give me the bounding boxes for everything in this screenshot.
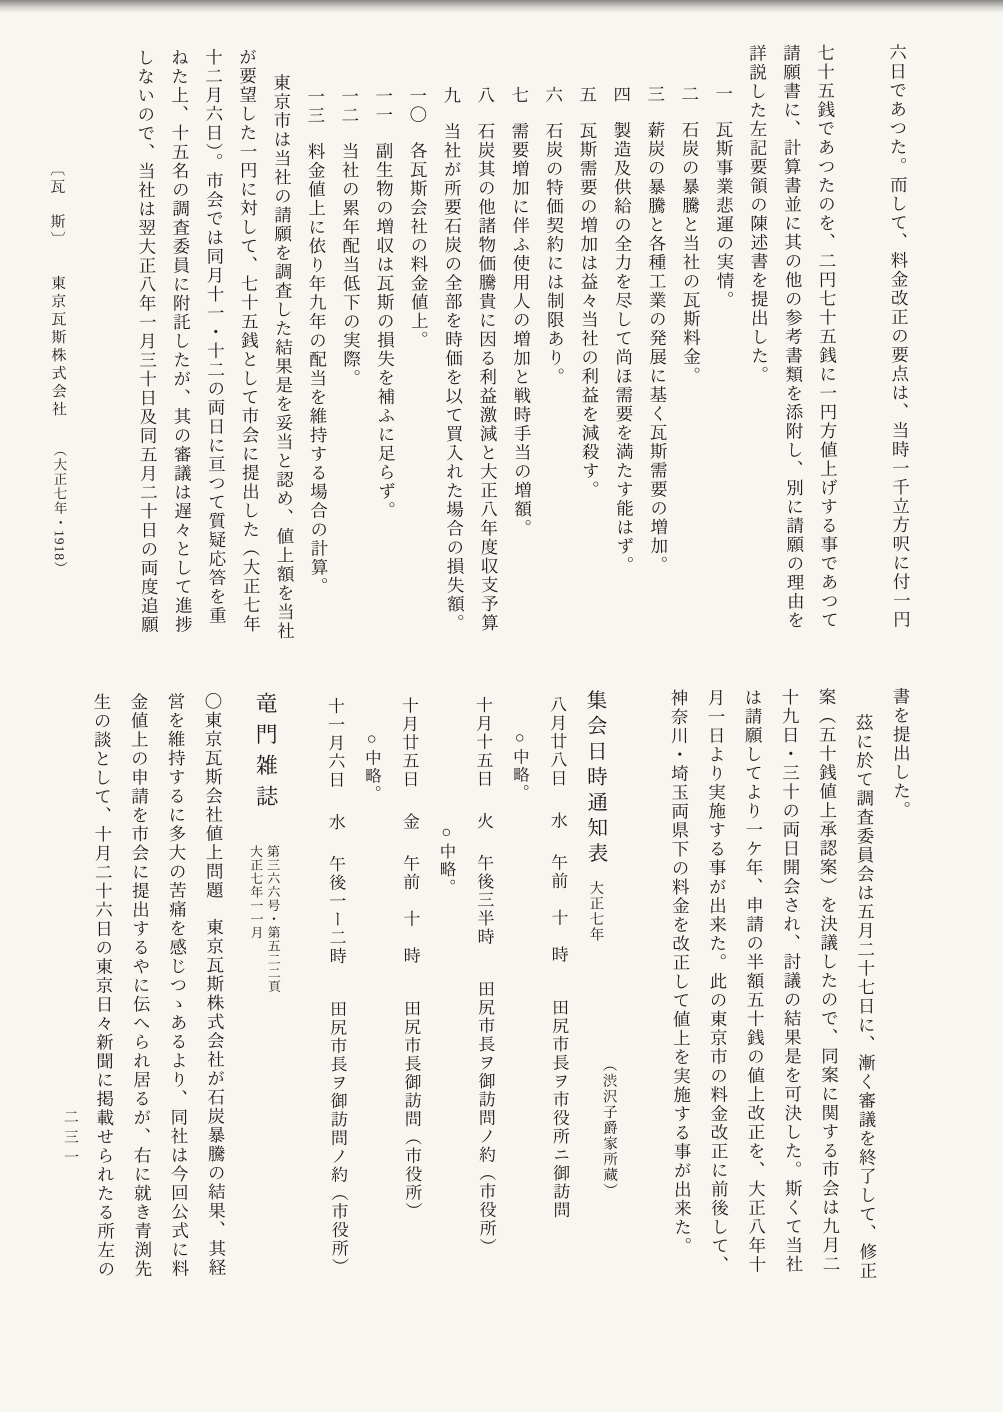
ellipsis-note: ○中略。 bbox=[436, 822, 457, 897]
entry-day: 火 bbox=[473, 812, 493, 831]
list-item-number: 一 bbox=[713, 84, 734, 104]
ellipsis-note: ○中略。 bbox=[362, 728, 382, 804]
list-item-text: 薪炭の暴騰と各種工業の発展に基く瓦斯需要の増加。 bbox=[645, 120, 670, 575]
magazine-title: 竜門雑誌 bbox=[252, 691, 279, 816]
margin-label-category: 〔瓦 斯〕 bbox=[48, 161, 65, 249]
list-item bbox=[570, 45, 608, 653]
entry-day: 水 bbox=[325, 813, 345, 832]
notice-table-source: （渋沢子爵家所蔵） bbox=[600, 1057, 618, 1199]
entry-time: 午前 十 時 bbox=[400, 854, 420, 966]
page-number: 二三一 bbox=[61, 1108, 79, 1170]
article-headline: 〇東京瓦斯会社値上問題 bbox=[202, 691, 225, 900]
list-item bbox=[298, 47, 336, 655]
list-item-text: 料金値上に依り年九年の配当を維持する場合の計算。 bbox=[306, 142, 330, 596]
entry-date: 八月廿八日 bbox=[546, 695, 567, 788]
list-item bbox=[672, 45, 710, 653]
text-line: は請願してより一ケ年、申請の半額五十銭の値上改正を、大正八年十 bbox=[742, 688, 767, 1275]
text-line: 茲に於て調査委員会は五月二十七日に、漸く審議を終了して、修正 bbox=[854, 713, 879, 1281]
text-line: 神奈川・埼玉両県下の料金を改正して値上を実施する事が出来た。 bbox=[668, 688, 693, 1256]
entry-time: 午前 十 時 bbox=[548, 853, 568, 965]
article-first-line bbox=[194, 692, 235, 1312]
list-item-number: 四 bbox=[611, 85, 632, 105]
schedule-entry bbox=[464, 690, 505, 1310]
text-line: 案（五十銭値上承認案）を決議したので、同案に関する市会は九月二 bbox=[816, 687, 841, 1274]
list-item-text: 当社の累年配当低下の実際。 bbox=[340, 141, 362, 388]
text-line: 十二月六日）。市会では同月十一・十二の両日に亘つて質疑応答を重 bbox=[203, 47, 228, 626]
top-section bbox=[128, 43, 918, 656]
text-line: 書を提出した。 bbox=[890, 687, 912, 820]
list-item-number: 六 bbox=[543, 85, 564, 105]
list-item-text: 石炭の暴騰と当社の瓦斯料金。 bbox=[679, 120, 702, 386]
list-item-number: 三 bbox=[645, 84, 666, 104]
text-line: しないので、当社は翌大正八年一月三十日及同五月二十日の両度追願 bbox=[135, 48, 160, 635]
entry-note: 田尻市長御訪問（市役所） bbox=[401, 999, 422, 1221]
text-line: 東京市は当社の請願を調査した結果是を妥当と認め、値上額を当社 bbox=[271, 73, 296, 641]
notice-table-heading bbox=[575, 689, 616, 1309]
text-line: 営を維持するに多大の苦痛を感じつゝあるより、同社は今回公式に料 bbox=[165, 692, 190, 1279]
entry-day: 金 bbox=[399, 812, 419, 832]
text-line: 六日であつた。而して、料金改正の要点は、当時一千立方呎に付一円 bbox=[887, 43, 912, 630]
text-line: 十九日・三十の両日開会され、討議の結果是を可決した。斯くて当社 bbox=[779, 687, 804, 1274]
list-item-number: 九 bbox=[441, 86, 462, 106]
list-item bbox=[706, 44, 744, 652]
text-line: 月一日より実施する事が出来た。此の東京市の料金改正に前後して、 bbox=[705, 688, 730, 1275]
list-item-number: 二 bbox=[679, 84, 700, 104]
text-line: ねた上、十五名の調査委員に附託したが、其の審議は遅々として進捗 bbox=[169, 48, 194, 635]
magazine-issue-note bbox=[247, 845, 282, 1015]
notice-table-title: 集会日時通知表 bbox=[582, 689, 607, 868]
ellipsis-note: ○中略。 bbox=[510, 727, 530, 803]
list-item bbox=[604, 45, 642, 653]
list-item-number: 一二 bbox=[339, 86, 360, 125]
schedule-entry bbox=[538, 689, 579, 1309]
text-line: 生の談として、十月二十六日の東京日々新聞に掲載せられたる所左の bbox=[91, 692, 116, 1279]
entry-time: 午後三半時 bbox=[474, 854, 494, 947]
list-item-number: 一一 bbox=[373, 86, 394, 125]
list-item-number: 五 bbox=[577, 85, 598, 105]
list-item bbox=[502, 46, 540, 654]
list-item-text: 瓦斯需要の増加は益々当社の利益を減殺す。 bbox=[577, 121, 601, 500]
list-item bbox=[332, 47, 370, 655]
list-item-text: 各瓦斯会社の料金値上。 bbox=[408, 141, 430, 350]
bottom-section bbox=[83, 687, 923, 1313]
text-line: 詳説した左記要領の陳述書を提出した。 bbox=[747, 44, 770, 385]
list-item-text: 副生物の増収は瓦斯の損失を補ふに足らず。 bbox=[374, 141, 397, 520]
entry-day: 水 bbox=[547, 811, 567, 831]
list-item bbox=[366, 47, 404, 655]
text-line: 請願書に、計算書並に其の他の参考書類を添附し、別に請願の理由を bbox=[781, 43, 806, 630]
list-item-text: 需要増加に伴ふ使用人の増加と戦時手当の増額。 bbox=[509, 121, 533, 538]
magazine-date: 大正七年一一月 bbox=[247, 844, 264, 940]
article-text: 東京瓦斯株式会社が石炭暴騰の結果、其経 bbox=[204, 917, 227, 1278]
text-line: 金値上の申請を市会に提出するやに伝へられ居るが、右に就き青渕先 bbox=[128, 692, 153, 1279]
schedule-entry bbox=[390, 691, 431, 1311]
entry-note: 田尻市長ヲ御訪問ノ約（市役所） bbox=[474, 980, 496, 1257]
list-item-number: 一三 bbox=[305, 87, 326, 126]
list-item-text: 石炭其の他諸物価騰貴に因る利益激減と大正八年度収支予算 bbox=[475, 121, 500, 633]
list-item-number: 七 bbox=[509, 85, 530, 105]
list-item-text: 瓦斯事業悲運の実情。 bbox=[713, 120, 736, 310]
margin-label bbox=[46, 161, 70, 575]
text-line: 七十五銭であつたのを、二円七十五銭に一円方値上げする事であつて bbox=[815, 43, 840, 630]
list-item bbox=[536, 46, 574, 654]
notice-table-era: 大正七年 bbox=[587, 879, 604, 942]
schedule-entry bbox=[316, 691, 357, 1311]
margin-label-company: 東京瓦斯株式会社 bbox=[48, 274, 66, 419]
list-item bbox=[400, 46, 438, 654]
text-line: が要望した一円に対して、七十五銭として市会に提出した（大正七年 bbox=[237, 47, 262, 634]
margin-label-year: （大正七年・1918） bbox=[51, 442, 68, 576]
list-item bbox=[434, 46, 472, 654]
magazine-issue-page: 第三六六号・第五二二頁 bbox=[264, 844, 281, 994]
entry-date: 十月十五日 bbox=[472, 696, 493, 789]
list-item bbox=[638, 45, 676, 653]
entry-date: 十一月六日 bbox=[324, 697, 345, 790]
list-item-text: 石炭の特価契約には制限あり。 bbox=[543, 121, 566, 387]
entry-note: 田尻市長ヲ市役所ニ御訪問 bbox=[549, 998, 570, 1220]
list-item bbox=[468, 46, 506, 654]
list-item-number: 八 bbox=[475, 86, 496, 106]
entry-note: 田尻市長ヲ御訪問ノ約（市役所） bbox=[327, 999, 348, 1277]
list-item-text: 当社が所要石炭の全部を時価を以て買入れた場合の損失額。 bbox=[441, 122, 466, 633]
list-item-number: 一〇 bbox=[407, 86, 428, 125]
entry-time: 午後一ー二時 bbox=[326, 855, 346, 967]
scan-edge-shadow bbox=[0, 0, 1003, 13]
list-item-text: 製造及供給の全力を尽して尚ほ需要を満たす能はず。 bbox=[611, 120, 636, 575]
entry-date: 十月廿五日 bbox=[398, 696, 419, 789]
